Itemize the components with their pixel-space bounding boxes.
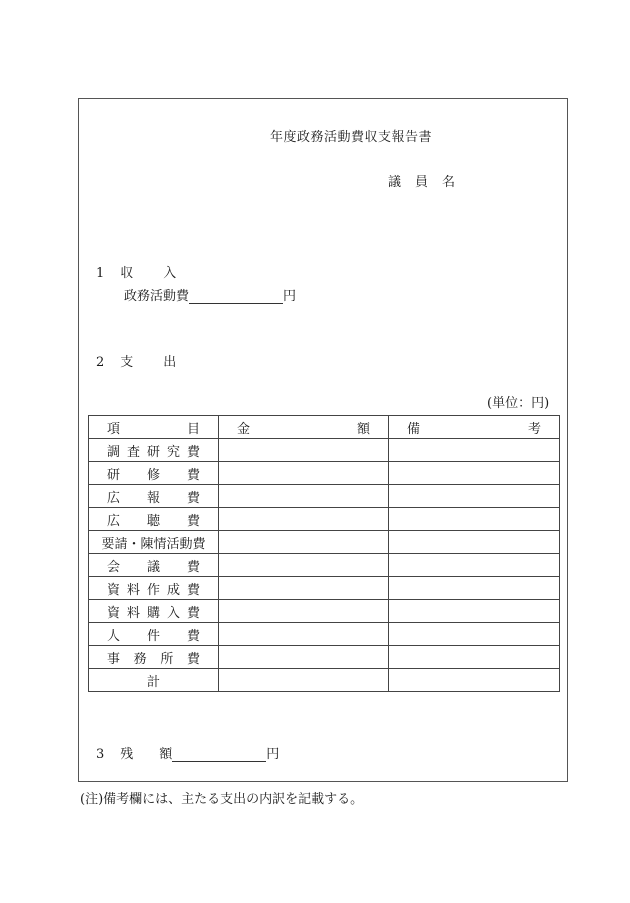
section-label: 収入 (120, 266, 207, 281)
section-expense (96, 351, 206, 370)
row-item-label: 資料購入費 (89, 600, 219, 623)
row-item-label: 計 (89, 669, 219, 692)
table-row (89, 485, 560, 508)
table-row (89, 646, 560, 669)
row-amount-cell[interactable] (219, 531, 389, 554)
expense-table (88, 415, 560, 692)
header-char: 備 (407, 421, 421, 437)
row-amount-cell[interactable] (219, 646, 389, 669)
row-amount-cell[interactable] (219, 462, 389, 485)
income-unit: 円 (283, 289, 297, 304)
row-remarks-cell[interactable] (389, 531, 560, 554)
header-char: 金 (237, 421, 251, 437)
row-amount-cell[interactable] (219, 508, 389, 531)
row-item-label: 広報費 (89, 485, 219, 508)
table-row (89, 600, 560, 623)
row-item-label: 広聴費 (89, 508, 219, 531)
balance-unit: 円 (266, 747, 280, 762)
header-char: 項 (107, 421, 121, 437)
income-line (124, 285, 296, 304)
row-item-label: 要請・陳情活動費 (89, 531, 219, 554)
income-amount-blank[interactable] (189, 289, 283, 304)
section-balance (96, 743, 279, 762)
row-item-label: 調査研究費 (89, 439, 219, 462)
row-item-label: 研修費 (89, 462, 219, 485)
section-number: 1 (96, 266, 105, 281)
row-amount-cell[interactable] (219, 623, 389, 646)
row-remarks-cell[interactable] (389, 485, 560, 508)
header-item (89, 416, 219, 439)
table-row (89, 439, 560, 462)
row-remarks-cell[interactable] (389, 646, 560, 669)
row-amount-cell[interactable] (219, 600, 389, 623)
header-remarks (389, 416, 560, 439)
header-char: 額 (356, 421, 370, 437)
row-remarks-cell[interactable] (389, 623, 560, 646)
table-row (89, 623, 560, 646)
header-char: 考 (527, 421, 541, 437)
row-amount-cell[interactable] (219, 439, 389, 462)
header-amount (219, 416, 389, 439)
row-amount-cell[interactable] (219, 485, 389, 508)
table-row (89, 462, 560, 485)
table-row (89, 554, 560, 577)
row-remarks-cell[interactable] (389, 462, 560, 485)
income-line-label: 政務活動費 (124, 289, 190, 304)
row-amount-cell[interactable] (219, 669, 389, 692)
report-title: 年度政務活動費収支報告書 (270, 130, 433, 145)
row-remarks-cell[interactable] (389, 554, 560, 577)
row-item-label: 人件費 (89, 623, 219, 646)
unit-note: (単位：円) (487, 396, 550, 411)
table-row (89, 508, 560, 531)
header-char: 目 (186, 421, 200, 437)
row-amount-cell[interactable] (219, 554, 389, 577)
section-number: 2 (96, 355, 105, 370)
balance-amount-blank[interactable] (172, 747, 266, 762)
section-label: 支出 (120, 355, 207, 370)
footnote: (注)備考欄には、主たる支出の内訳を記載する。 (80, 792, 364, 807)
row-item-label: 資料作成費 (89, 577, 219, 600)
row-remarks-cell[interactable] (389, 508, 560, 531)
row-remarks-cell[interactable] (389, 577, 560, 600)
table-row (89, 577, 560, 600)
row-remarks-cell[interactable] (389, 669, 560, 692)
row-item-label: 会議費 (89, 554, 219, 577)
row-remarks-cell[interactable] (389, 600, 560, 623)
row-amount-cell[interactable] (219, 577, 389, 600)
section-number: 3 (96, 747, 105, 762)
table-header-row (89, 416, 560, 439)
table-row (89, 669, 560, 692)
member-name-label: 議員名 (388, 175, 470, 190)
section-label: 残 額 (120, 747, 173, 762)
row-remarks-cell[interactable] (389, 439, 560, 462)
table-row (89, 531, 560, 554)
section-income (96, 262, 206, 281)
row-item-label: 事務所費 (89, 646, 219, 669)
